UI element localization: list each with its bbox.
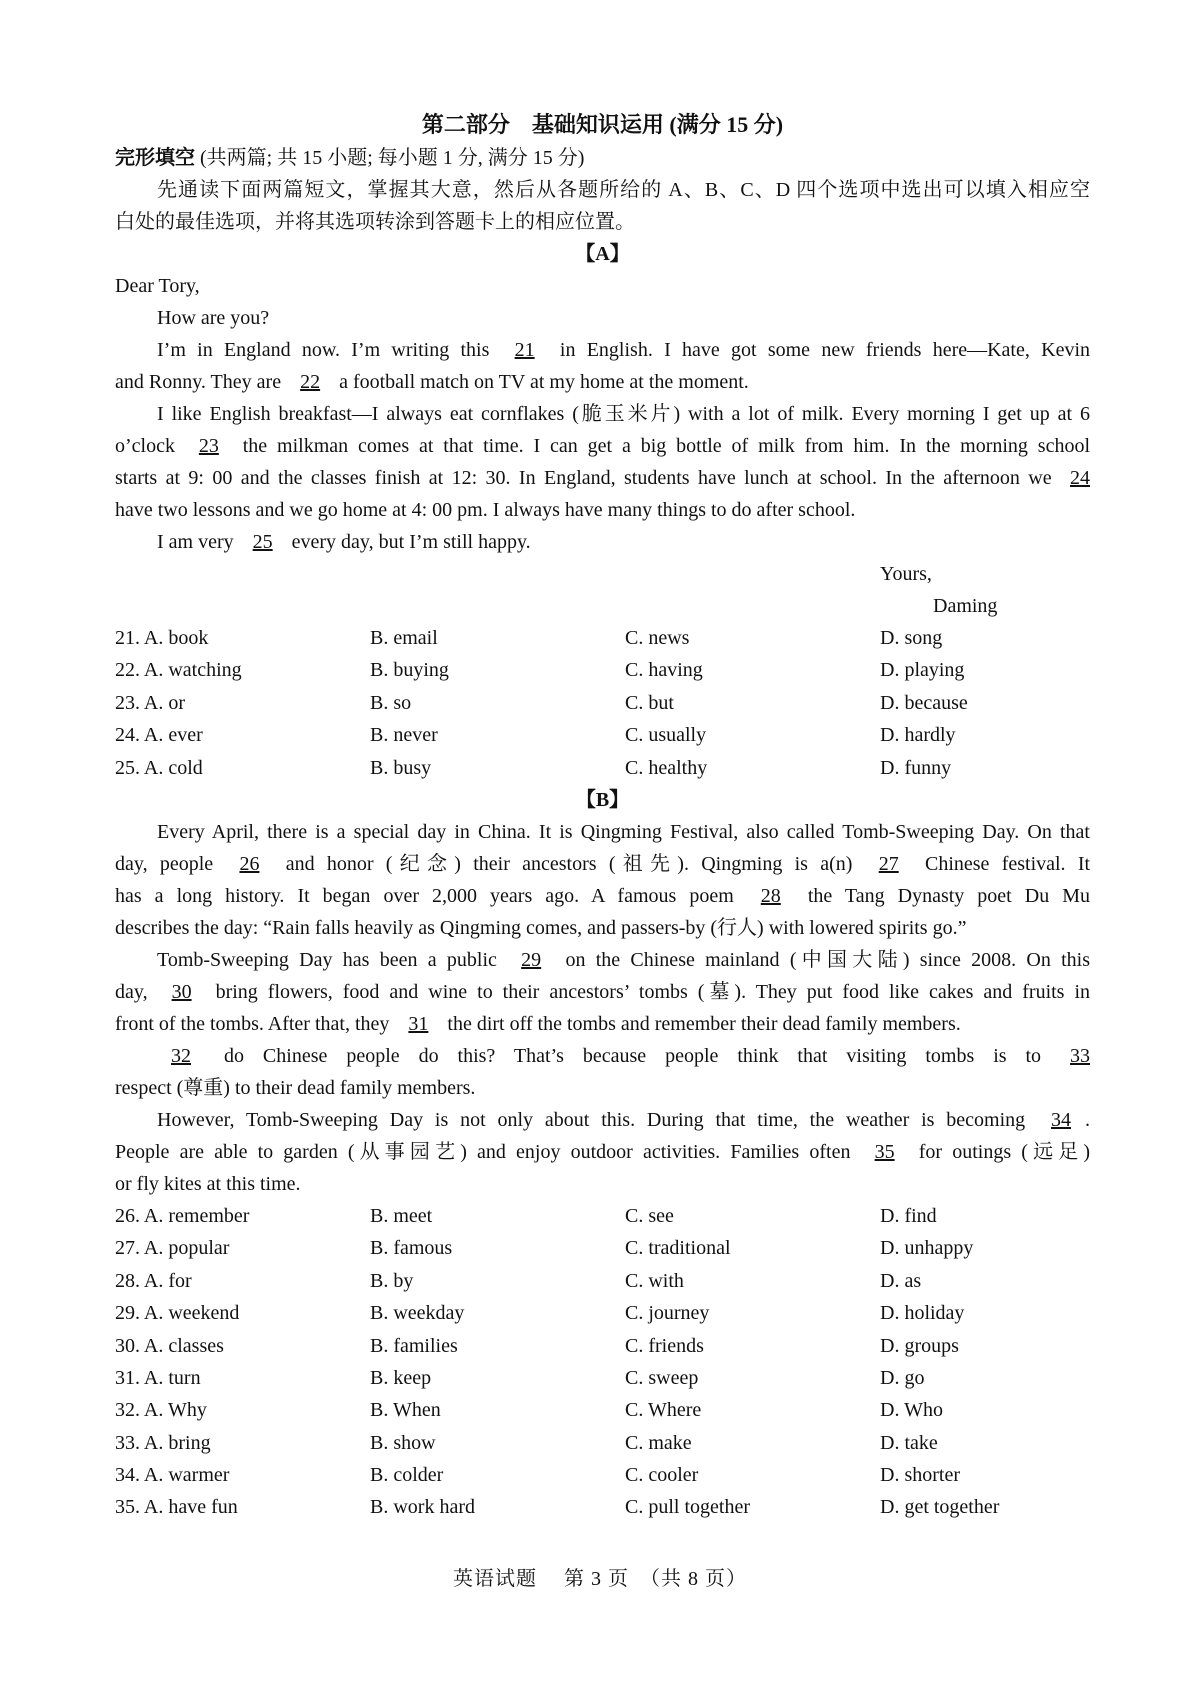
text-span: People are able to garden (从事园艺) and enjoy outdoor activities. Families often — [115, 1140, 851, 1163]
text-span: the Tang Dynasty poet Du Mu — [807, 884, 1091, 907]
letter-signature: Daming — [933, 595, 998, 617]
question-number: 21. — [115, 627, 140, 649]
option-c: C. having — [625, 659, 703, 682]
blank-32: 32 — [171, 1044, 191, 1067]
passage-line — [115, 526, 1090, 558]
blank-29: 29 — [521, 948, 542, 971]
option-c: C. with — [625, 1269, 684, 1292]
option-b: B. email — [370, 627, 438, 649]
text-span: Tomb-Sweeping Day has been a public — [157, 948, 497, 971]
passage-b-heading: 【B】 — [575, 788, 630, 811]
passage-line — [115, 1008, 1090, 1040]
option-b: B. keep — [370, 1366, 432, 1389]
passage-a-heading: 【A】 — [575, 243, 630, 265]
passage-line — [115, 944, 1090, 976]
question-number: 34. — [115, 1464, 140, 1487]
passage-line: or fly kites at this time. — [115, 1172, 301, 1195]
blank-35: 35 — [874, 1140, 895, 1163]
question-row — [115, 1427, 1090, 1459]
cloze-header — [115, 142, 1090, 174]
question-number: 30. — [115, 1334, 140, 1357]
question-row — [115, 719, 1090, 751]
option-b: B. colder — [370, 1464, 444, 1487]
option-b: B. weekday — [370, 1302, 465, 1325]
text-span: I’m in England now. I’m writing this — [157, 339, 490, 361]
blank-27: 27 — [878, 852, 899, 875]
option-b: B. show — [370, 1431, 436, 1454]
option-text: A. watching — [143, 659, 242, 682]
question-row — [115, 752, 1090, 784]
option-a — [115, 1459, 370, 1491]
text-span: the milkman comes at that time. I can get a big bottle of milk from him. In the morning school — [242, 435, 1091, 457]
option-a — [115, 622, 370, 654]
option-text: A. ever — [143, 724, 203, 747]
option-b: B. never — [370, 724, 438, 747]
text-span: do Chinese people do this? That’s because people think that visiting tombs is to — [223, 1044, 1042, 1067]
option-c: C. cooler — [625, 1464, 699, 1487]
option-a — [115, 1200, 370, 1232]
option-d: D. funny — [880, 756, 952, 779]
passage-line — [115, 880, 1090, 912]
question-number: 23. — [115, 691, 140, 714]
option-b: B. families — [370, 1334, 458, 1357]
option-a — [115, 1297, 370, 1329]
passage-line — [115, 976, 1090, 1008]
blank-31: 31 — [408, 1012, 429, 1035]
letter-closing: Yours, — [880, 563, 932, 585]
text-span: and honor (纪念) their ancestors (祖先). Qingming is a(n) — [285, 852, 853, 875]
section-title: 第二部分 基础知识运用 (满分 15 分) — [421, 112, 784, 137]
option-d: D. shorter — [880, 1464, 960, 1487]
text-span: o’clock — [115, 435, 175, 457]
blank-26: 26 — [239, 852, 260, 875]
blank-23: 23 — [198, 435, 219, 457]
blank-25: 25 — [252, 531, 273, 553]
question-number: 31. — [115, 1366, 140, 1389]
question-row — [115, 654, 1090, 686]
passage-line: have two lessons and we go home at 4: 00 pm. I always have many things to do after school. — [115, 499, 856, 521]
option-d: D. holiday — [880, 1302, 965, 1325]
passage-line — [115, 1104, 1090, 1136]
option-a — [115, 752, 370, 784]
option-c: C. journey — [625, 1302, 710, 1325]
option-d: D. playing — [880, 659, 965, 682]
question-number: 27. — [115, 1237, 140, 1260]
option-d: D. groups — [880, 1334, 959, 1357]
passage-line — [115, 462, 1090, 494]
option-d: D. take — [880, 1431, 938, 1454]
question-number: 28. — [115, 1269, 140, 1292]
option-b: B. busy — [370, 756, 432, 779]
option-text: A. popular — [143, 1237, 230, 1260]
cloze-info: (共两篇; 共 15 小题; 每小题 1 分, 满分 15 分) — [195, 147, 585, 169]
option-d: D. hardly — [880, 724, 956, 747]
text-span: day, — [115, 980, 148, 1003]
option-b: B. When — [370, 1399, 441, 1422]
option-d: D. song — [880, 627, 943, 649]
text-span: on the Chinese mainland (中国大陆) since 2008. On this — [565, 948, 1091, 971]
question-row — [115, 1265, 1090, 1297]
option-text: A. classes — [143, 1334, 224, 1357]
text-span: I am very — [157, 531, 234, 553]
letter-line: How are you? — [157, 307, 270, 329]
question-number: 22. — [115, 659, 140, 682]
question-row — [115, 1297, 1090, 1329]
option-b: B. so — [370, 691, 412, 714]
cloze-label: 完形填空 — [115, 147, 195, 169]
passage-line — [115, 430, 1090, 462]
option-a — [115, 719, 370, 751]
option-d: D. go — [880, 1366, 925, 1389]
question-number: 29. — [115, 1302, 140, 1325]
text-span: and Ronny. They are — [115, 371, 282, 393]
letter-greeting: Dear Tory, — [115, 275, 200, 297]
blank-30: 30 — [171, 980, 192, 1003]
question-number: 32. — [115, 1399, 140, 1422]
blank-21: 21 — [514, 339, 535, 361]
option-d: D. because — [880, 691, 968, 714]
question-number: 35. — [115, 1496, 140, 1519]
options-b — [115, 1200, 1090, 1524]
blank-34: 34 — [1051, 1108, 1072, 1131]
question-row — [115, 1362, 1090, 1394]
option-a — [115, 1491, 370, 1523]
blank-33: 33 — [1070, 1044, 1091, 1067]
text-span: . — [1085, 1108, 1091, 1131]
passage-line: describes the day: “Rain falls heavily as Qingming comes, and passers-by (行人) with lowered spirits go.” — [115, 916, 967, 939]
option-b: B. famous — [370, 1237, 453, 1260]
question-row — [115, 1491, 1090, 1523]
page-footer: 英语试题 第 3 页 （共 8 页） — [453, 1568, 747, 1590]
option-a — [115, 1265, 370, 1297]
option-c: C. make — [625, 1431, 692, 1454]
option-text: A. remember — [143, 1204, 250, 1227]
passage-line — [115, 1040, 1090, 1072]
question-row — [115, 1330, 1090, 1362]
options-a — [115, 622, 1090, 784]
option-b: B. by — [370, 1269, 414, 1292]
passage-line — [115, 334, 1090, 366]
option-c: C. but — [625, 691, 674, 714]
text-span: day, people — [115, 852, 214, 875]
text-span: has a long history. It began over 2,000 years ago. A famous poem — [115, 884, 734, 907]
instruction-line: 白处的最佳选项，并将其选项转涂到答题卡上的相应位置。 — [115, 211, 635, 233]
option-text: A. bring — [143, 1431, 211, 1454]
option-a — [115, 1427, 370, 1459]
option-text: A. Why — [143, 1399, 207, 1422]
option-text: A. weekend — [143, 1302, 240, 1325]
option-a — [115, 1232, 370, 1264]
option-d: D. get together — [880, 1496, 1000, 1519]
question-number: 24. — [115, 724, 140, 747]
option-c: C. Where — [625, 1399, 702, 1422]
option-b: B. buying — [370, 659, 449, 682]
option-text: A. turn — [143, 1366, 201, 1389]
question-row — [115, 1232, 1090, 1264]
question-row — [115, 622, 1090, 654]
instruction-line: 先通读下面两篇短文，掌握其大意，然后从各题所给的 A、B、C、D 四个选项中选出可以填入相应空 — [157, 179, 1090, 201]
question-row — [115, 687, 1090, 719]
option-a — [115, 1394, 370, 1426]
text-span: for outings (远足) — [918, 1140, 1091, 1163]
option-d: D. as — [880, 1269, 922, 1292]
option-c: C. pull together — [625, 1496, 750, 1519]
option-a — [115, 1330, 370, 1362]
text-span: starts at 9: 00 and the classes finish at 12: 30. In England, students have lunch at school. In the afternoon we — [115, 467, 1052, 489]
option-c: C. usually — [625, 724, 707, 747]
option-d: D. find — [880, 1204, 937, 1227]
text-span: every day, but I’m still happy. — [291, 531, 531, 553]
option-d: D. unhappy — [880, 1237, 974, 1260]
option-text: A. cold — [143, 756, 203, 779]
passage-line: respect (尊重) to their dead family members. — [115, 1076, 476, 1099]
question-number: 25. — [115, 756, 140, 779]
text-span: Chinese festival. It — [924, 852, 1091, 875]
question-row — [115, 1459, 1090, 1491]
passage-line — [115, 848, 1090, 880]
question-row — [115, 1200, 1090, 1232]
passage-line: Every April, there is a special day in China. It is Qingming Festival, also called Tomb-Sweeping Day. On that — [157, 820, 1090, 843]
option-text: A. book — [143, 627, 209, 649]
option-text: A. for — [143, 1269, 192, 1292]
exam-page — [115, 108, 1090, 1524]
option-a — [115, 1362, 370, 1394]
text-span: bring flowers, food and wine to their ancestors’ tombs (墓). They put food like cakes and fruits in — [215, 980, 1091, 1003]
text-span: front of the tombs. After that, they — [115, 1012, 390, 1035]
option-text: A. or — [143, 691, 186, 714]
option-c: C. see — [625, 1204, 674, 1227]
passage-line: I like English breakfast—I always eat cornflakes (脆玉米片) with a lot of milk. Every morning I get up at 6 — [157, 403, 1090, 425]
option-d: D. Who — [880, 1399, 943, 1422]
text-span: However, Tomb-Sweeping Day is not only about this. During that time, the weather is becoming — [157, 1108, 1026, 1131]
option-c: C. healthy — [625, 756, 708, 779]
option-c: C. friends — [625, 1334, 704, 1357]
option-c: C. traditional — [625, 1237, 731, 1260]
option-a — [115, 687, 370, 719]
blank-22: 22 — [300, 371, 321, 393]
passage-line — [115, 1136, 1090, 1168]
question-row — [115, 1394, 1090, 1426]
option-c: C. sweep — [625, 1366, 699, 1389]
text-span: in English. I have got some new friends here—Kate, Kevin — [559, 339, 1091, 361]
blank-24: 24 — [1070, 467, 1091, 489]
option-b: B. meet — [370, 1204, 433, 1227]
option-a — [115, 654, 370, 686]
option-text: A. warmer — [143, 1464, 230, 1487]
text-span: a football match on TV at my home at the moment. — [339, 371, 749, 393]
option-text: A. have fun — [143, 1496, 238, 1519]
question-number: 26. — [115, 1204, 140, 1227]
text-span: the dirt off the tombs and remember their dead family members. — [447, 1012, 961, 1035]
question-number: 33. — [115, 1431, 140, 1454]
option-c: C. news — [625, 627, 690, 649]
option-b: B. work hard — [370, 1496, 475, 1519]
blank-28: 28 — [760, 884, 781, 907]
passage-line — [115, 366, 1090, 398]
